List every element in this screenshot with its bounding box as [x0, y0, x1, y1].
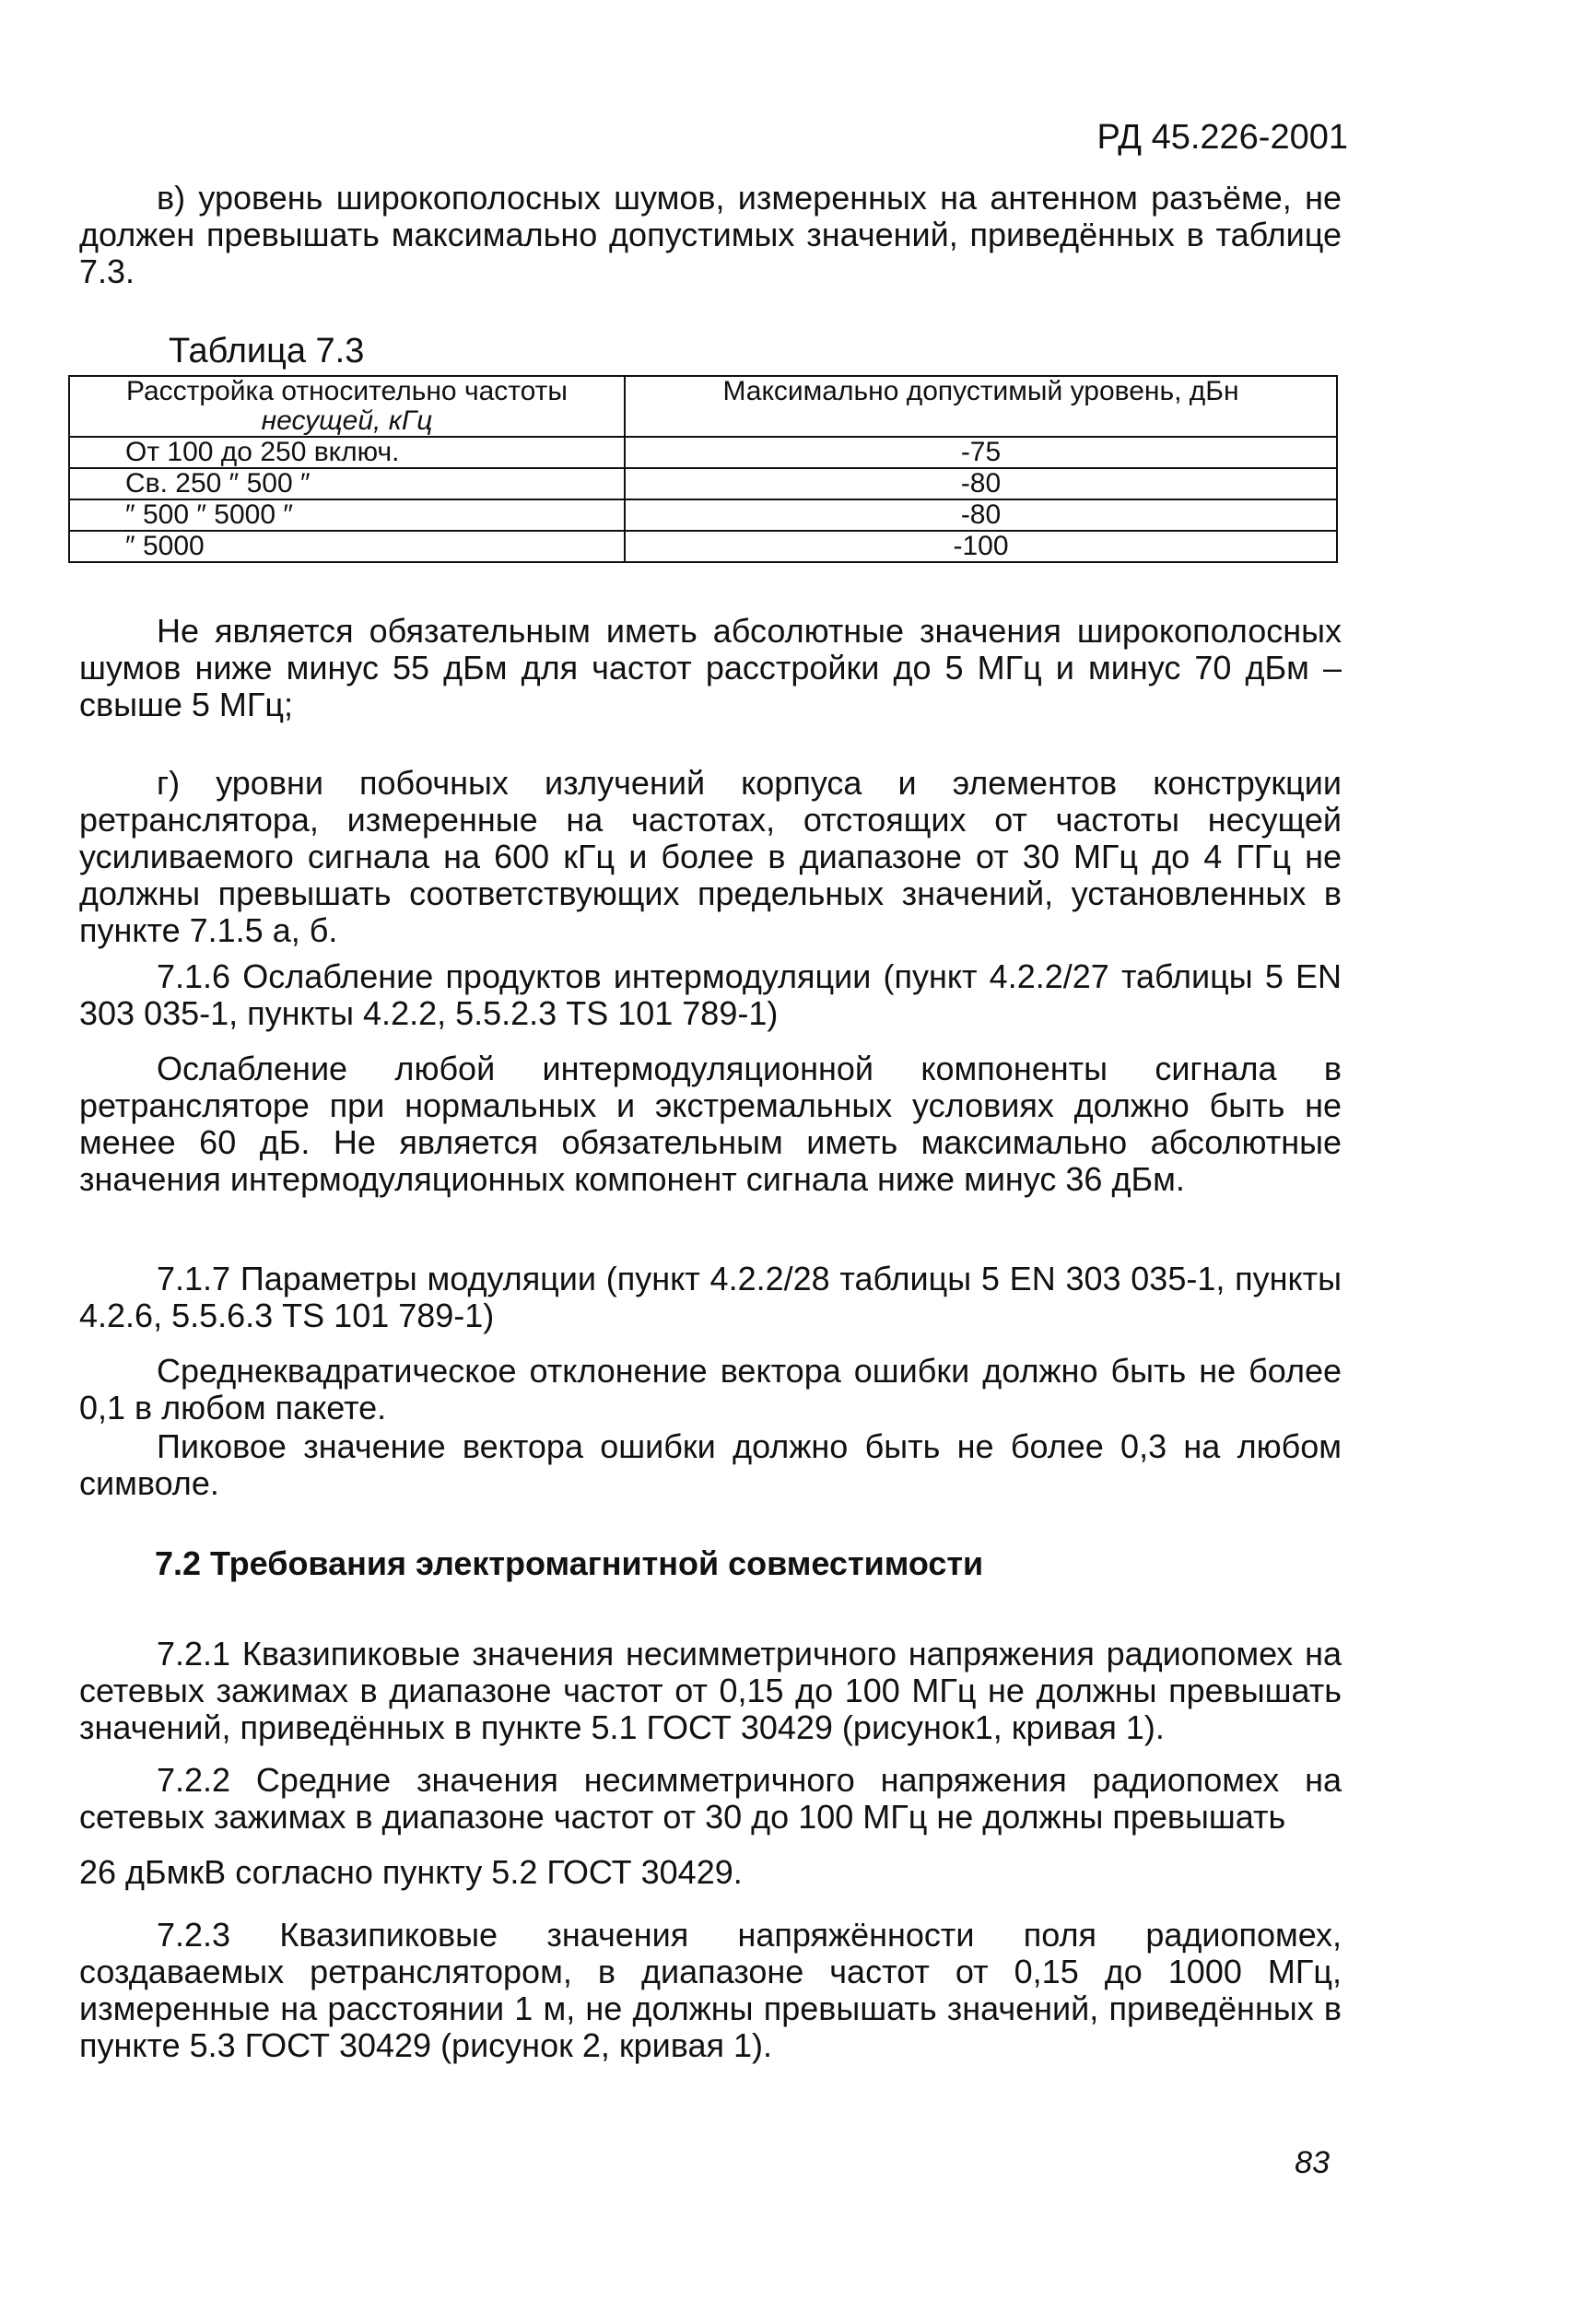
clause-7-2-2-continued: 26 дБмкВ согласно пункту 5.2 ГОСТ 30429. [79, 1853, 743, 1891]
cell-range: От 100 до 250 включ. [69, 437, 625, 468]
paragraph-g: г) уровни побочных излучений корпуса и элементов конструкции ретранслятора, измеренные на частотах, отстоящих от частоты несущей усиливаемого сигнала на 600 кГц и более в диапазоне от 30 МГц до 4 ГГц не должны превышать соответствующих предельных значений, установленных в пункте 7.1.5 а, б. [79, 764, 1342, 949]
cell-range: Св. 250 ″ 500 ″ [69, 468, 625, 499]
cell-level: -100 [625, 531, 1337, 562]
table-header-max-level: Максимально допустимый уровень, дБн [625, 376, 1337, 437]
cell-level: -80 [625, 499, 1337, 531]
clause-7-2-2: 7.2.2 Средние значения несимметричного напряжения радиопомех на сетевых зажимах в диапазоне частот от 30 до 100 МГц не должны превышать [79, 1761, 1342, 1836]
table-row [69, 499, 1337, 531]
clause-7-1-6: 7.1.6 Ослабление продуктов интермодуляции (пункт 4.2.2/27 таблицы 5 EN 303 035-1, пункты 4.2.2, 5.5.2.3 TS 101 789-1) [79, 957, 1342, 1032]
clause-7-2-1: 7.2.1 Квазипиковые значения несимметричного напряжения радиопомех на сетевых зажимах в диапазоне частот от 0,15 до 100 МГц не должны превышать значений, приведённых в пункте 5.1 ГОСТ 30429 (рисунок1, кривая 1). [79, 1635, 1342, 1746]
table-header-detuning [69, 376, 625, 437]
cell-range: ″ 500 ″ 5000 ″ [69, 499, 625, 531]
section-7-2-title: 7.2 Требования электромагнитной совместимости [155, 1544, 984, 1582]
document-id-header: РД 45.226-2001 [1096, 118, 1348, 157]
page-number: 83 [1295, 2145, 1330, 2180]
table-7-3 [68, 375, 1338, 563]
table-row [69, 468, 1337, 499]
table-caption: Таблица 7.3 [169, 332, 365, 370]
cell-range: ″ 5000 [69, 531, 625, 562]
clause-7-1-6-body: Ослабление любой интермодуляционной компоненты сигнала в ретрансляторе при нормальных и экстремальных условиях должно быть не менее 60 дБ. Не является обязательным иметь максимально абсолютные значения интермодуляционных компонент сигнала ниже минус 36 дБм. [79, 1050, 1342, 1198]
cell-level: -75 [625, 437, 1337, 468]
header-detuning-line1: Расстройка относительно частоты [125, 376, 568, 406]
clause-7-1-7-peak: Пиковое значение вектора ошибки должно быть не более 0,3 на любом символе. [79, 1427, 1342, 1502]
clause-7-1-7-rms: Среднеквадратическое отклонение вектора ошибки должно быть не более 0,1 в любом пакете. [79, 1352, 1342, 1426]
clause-7-2-3: 7.2.3 Квазипиковые значения напряжённости поля радиопомех, создаваемых ретранслятором, в диапазоне частот от 0,15 до 1000 МГц, измеренные на расстоянии 1 м, не должны превышать значений, приведённых в пункте 5.3 ГОСТ 30429 (рисунок 2, кривая 1). [79, 1916, 1342, 2064]
paragraph-v: в) уровень широкополосных шумов, измеренных на антенном разъёме, не должен превышать максимально допустимых значений, приведённых в таблице 7.3. [79, 179, 1342, 290]
header-detuning-line2: несущей, кГц [261, 405, 433, 436]
cell-level: -80 [625, 468, 1337, 499]
table-header-row [69, 376, 1337, 437]
clause-7-1-7: 7.1.7 Параметры модуляции (пункт 4.2.2/28 таблицы 5 EN 303 035-1, пункты 4.2.6, 5.5.6.3 TS 101 789-1) [79, 1260, 1342, 1334]
table-row [69, 531, 1337, 562]
table-row [69, 437, 1337, 468]
paragraph-not-required-noise: Не является обязательным иметь абсолютные значения широкополосных шумов ниже минус 55 дБм для частот расстройки до 5 МГц и минус 70 дБм – свыше 5 МГц; [79, 612, 1342, 723]
